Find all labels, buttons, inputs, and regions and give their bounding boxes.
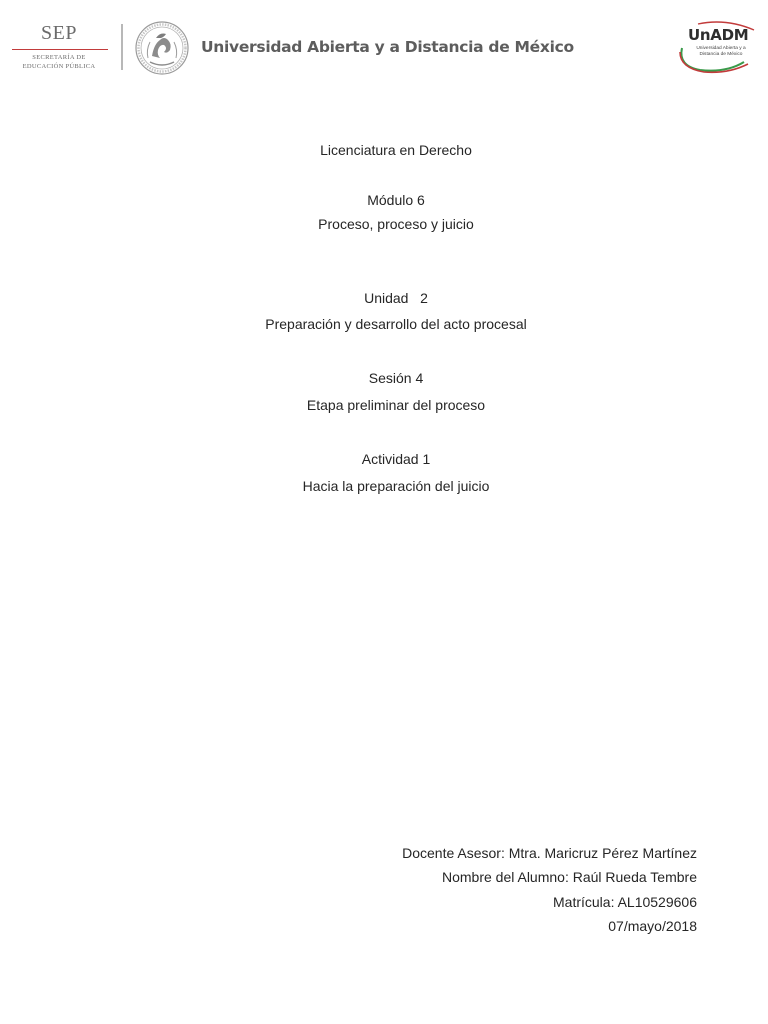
unadm-name: UnADM [688, 26, 749, 44]
session-label: Sesión 4 [368, 370, 424, 386]
unadm-subtitle-line1: Universidad Abierta y a [696, 46, 746, 51]
date-line: 07/mayo/2018 [608, 918, 697, 934]
module-label: Módulo 6 [367, 192, 425, 208]
sep-subtitle-line2: EDUCACIÓN PÚBLICA [22, 63, 96, 70]
advisor-line: Docente Asesor: Mtra. Maricruz Pérez Martínez [402, 845, 697, 861]
unadm-subtitle-line2: Distancia de México [699, 52, 743, 57]
document-header [0, 0, 768, 100]
mexico-seal-icon [134, 18, 190, 78]
activity-label: Actividad 1 [361, 451, 431, 467]
sep-rule [12, 49, 108, 50]
unit-title: Preparación y desarrollo del acto procesal [265, 316, 527, 332]
unit-label: Unidad 2 [364, 290, 428, 306]
student-name-line: Nombre del Alumno: Raúl Rueda Tembre [442, 869, 697, 885]
unadm-logo [676, 20, 766, 76]
activity-title: Hacia la preparación del juicio [302, 478, 490, 494]
enrollment-line: Matrícula: AL10529606 [553, 894, 697, 910]
sep-logo [8, 22, 110, 78]
module-title: Proceso, proceso y juicio [318, 216, 474, 232]
university-title: Universidad Abierta y a Distancia de México [201, 38, 574, 56]
sep-name: SEP [41, 22, 77, 44]
header-divider [121, 24, 123, 70]
sep-subtitle-line1: SECRETARÍA DE [32, 54, 86, 61]
degree-name: Licenciatura en Derecho [320, 142, 472, 158]
session-title: Etapa preliminar del proceso [306, 397, 486, 413]
